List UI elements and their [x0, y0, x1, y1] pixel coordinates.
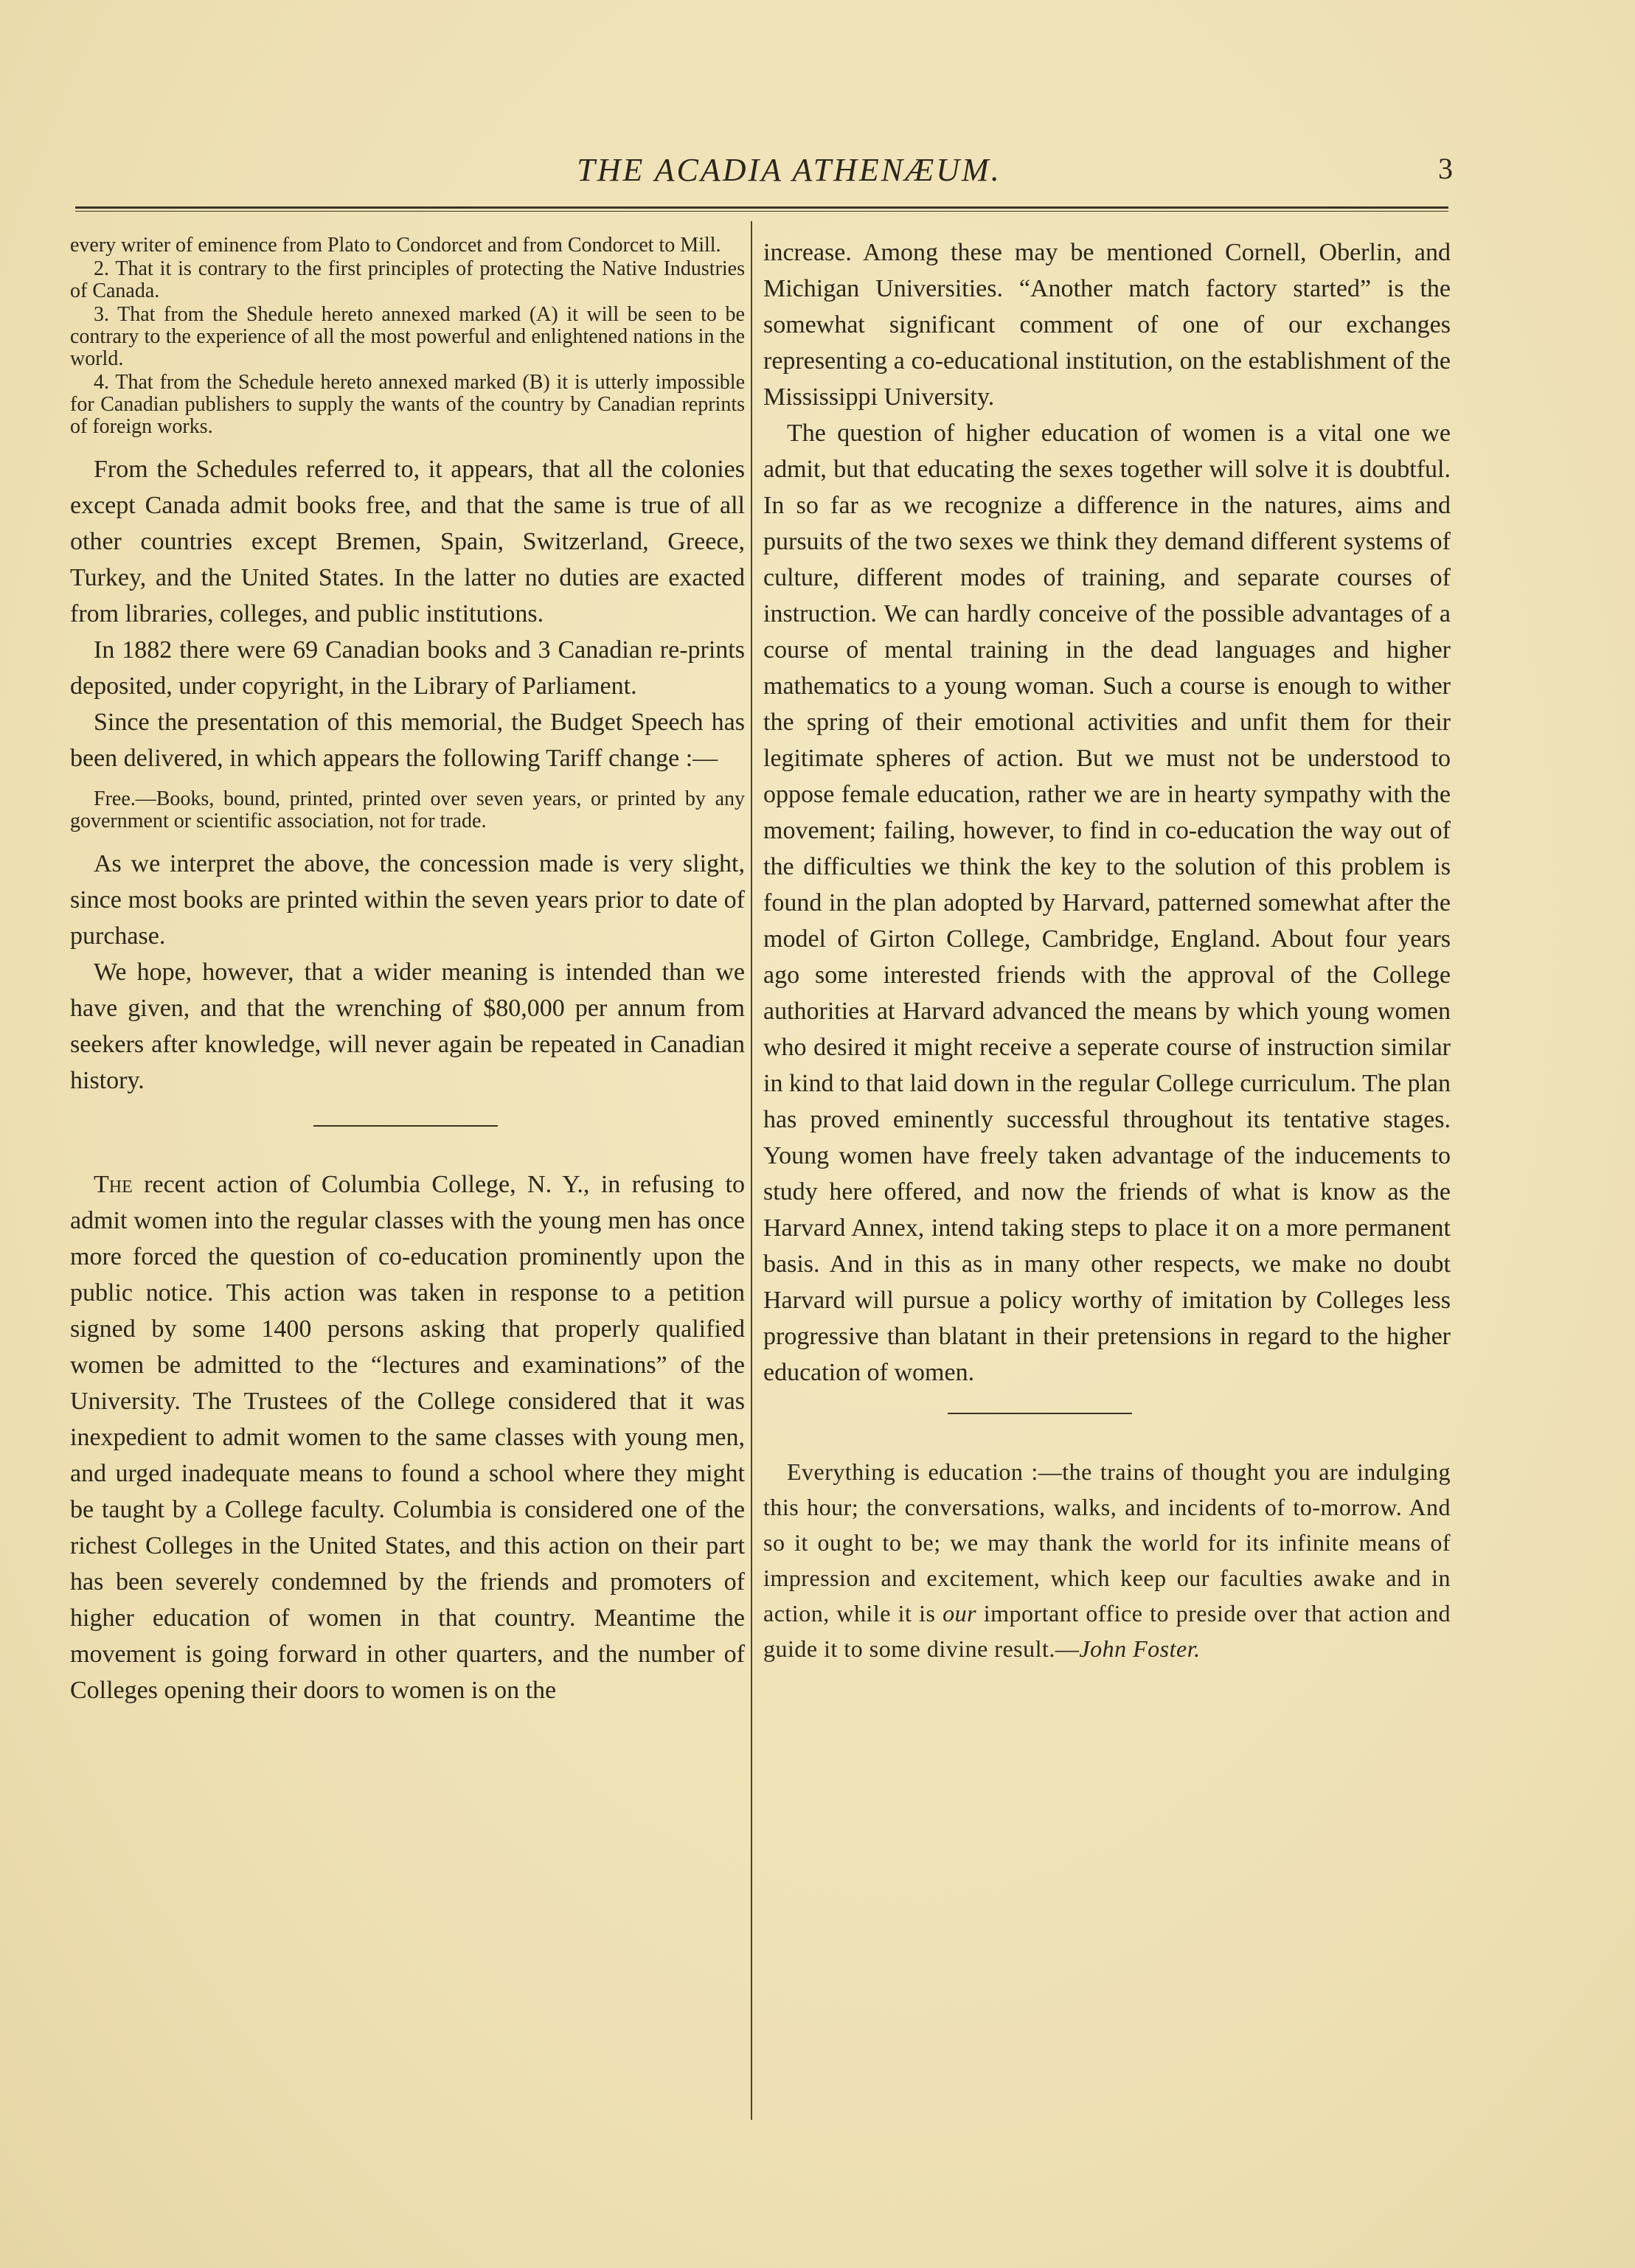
running-title: THE ACADIA ATHENÆUM. [577, 152, 1002, 188]
quote-text: important office to preside over that action and guide it to some divine result.— [763, 1600, 1451, 1662]
tariff-note: Free.—Books, bound, printed, printed over seven years, or printed by any government or scientific association, not for trade. [70, 787, 745, 832]
columbia-article [70, 1166, 745, 1708]
section-rule [948, 1413, 1132, 1414]
body-paragraph: In 1882 there were 69 Canadian books and 3 Canadian re-prints deposited, under copyright, in the Library of Parliament. [70, 636, 745, 700]
quote-text: Everything is education :—the trains of thought you are indulging this hour; the conversations, walks, and incidents of to-morrow. And so it ought to be; we may thank the world for its infinite means of impression and excitement, which keep our faculties awake and in action, while it is [763, 1458, 1451, 1627]
spacer [70, 776, 745, 788]
body-paragraph: Since the presentation of this memorial, the Budget Speech has been delivered, in which appears the following Tariff change :— [70, 709, 745, 772]
left-column [70, 234, 745, 1708]
header-rule [75, 206, 1448, 212]
quote-emphasis: our [943, 1600, 977, 1627]
section-rule [313, 1125, 498, 1127]
memorial-reason: 4. That from the Schedule hereto annexed marked (B) it is utterly impossible for Canadian publishers to supply the wants of the country by Canadian reprints of foreign works. [70, 371, 745, 438]
body-paragraph: We hope, however, that a wider meaning is intended than we have given, and that the wrenching of $80,000 per annum from seekers after knowledge, will never again be repeated in Canadian history. [70, 959, 745, 1094]
spacer [70, 439, 745, 451]
columbia-lead: The [94, 1171, 133, 1198]
body-paragraph: As we interpret the above, the concession made is very slight, since most books are printed within the seven years prior to date of purchase. [70, 850, 745, 950]
spacer [70, 834, 745, 846]
column-divider [751, 221, 752, 2120]
foster-quote [763, 1454, 1451, 1666]
columbia-text: recent action of Columbia College, N. Y., in refusing to admit women into the regular classes with the young men has once more forced the question of co-education prominently upon the public notice. This action was taken in response to a petition signed by some 1400 persons asking that properly qualified women be admitted to the “lectures and examinations” of the University. The Trustees of the College considered that it was inexpedient to admit women to the same classes with young men, and urged inadequate means to found a school where they might be taught by a College faculty. Columbia is considered one of the richest Colleges in the United States, and this action on their part has been severely condemned by the friends and promoters of higher education of women in that country. Meantime the movement is going forward in other quarters, and the number of Colleges opening their doors to women is on the [70, 1171, 745, 1704]
memorial-reason: every writer of eminence from Plato to Condorcet and from Condorcet to Mill. [70, 234, 721, 257]
memorial-reason: 2. That it is contrary to the first principles of protecting the Native Industries of Canada. [70, 257, 745, 302]
quote-author: John Foster. [1079, 1635, 1201, 1662]
body-paragraph: From the Schedules referred to, it appears, that all the colonies except Canada admit books free, and that the same is true of all other countries except Bremen, Spain, Switzerland, Greece, Turkey, and the United States. In the latter no duties are exacted from libraries, colleges, and public institutions. [70, 456, 745, 627]
right-column [763, 234, 1451, 1666]
page-number: 3 [1438, 152, 1453, 185]
continuation-paragraph: increase. Among these may be mentioned Cornell, Oberlin, and Michigan Universities. “Another match factory started” is the somewhat significant comment of one of our exchanges representing a co-educational institution, on the establishment of the Mississippi University. [763, 239, 1451, 411]
body-paragraph: The question of higher education of women is a vital one we admit, but that educating the sexes together will solve it is doubtful. In so far as we recognize a difference in the natures, aims and pursuits of the two sexes we think they demand different systems of culture, different modes of training, and separate courses of instruction. We can hardly conceive of the possible advantages of a course of mental training in the dead languages and higher mathematics to a young woman. Such a course is enough to wither the spring of their emotional activities and unfit them for their legitimate spheres of action. But we must not be understood to oppose female education, rather we are in hearty sympathy with the movement; failing, however, to find in co-education the way out of the difficulties we think the key to the solution of this problem is found in the plan adopted by Harvard, patterned somewhat after the model of Girton College, Cambridge, England. About four years ago some interested friends with the approval of the College authorities at Harvard advanced the means by which young women who desired it might receive a seperate course of instruction similar in kind to that laid down in the regular College curriculum. The plan has proved eminently successful throughout its tentative stages. Young women have freely taken advantage of the inducements to study here offered, and now the friends of what is know as the Harvard Annex, intend taking steps to place it on a more permanent basis. And in this as in many other respects, we make no doubt Harvard will pursue a policy worthy of imitation by Colleges less progressive than blatant in their pretensions in regard to the higher education of women. [763, 420, 1451, 1386]
memorial-reason: 3. That from the Shedule hereto annexed marked (A) it will be seen to be contrary to the experience of all the most powerful and enlightened nations in the world. [70, 303, 745, 370]
page-header [66, 151, 1468, 195]
